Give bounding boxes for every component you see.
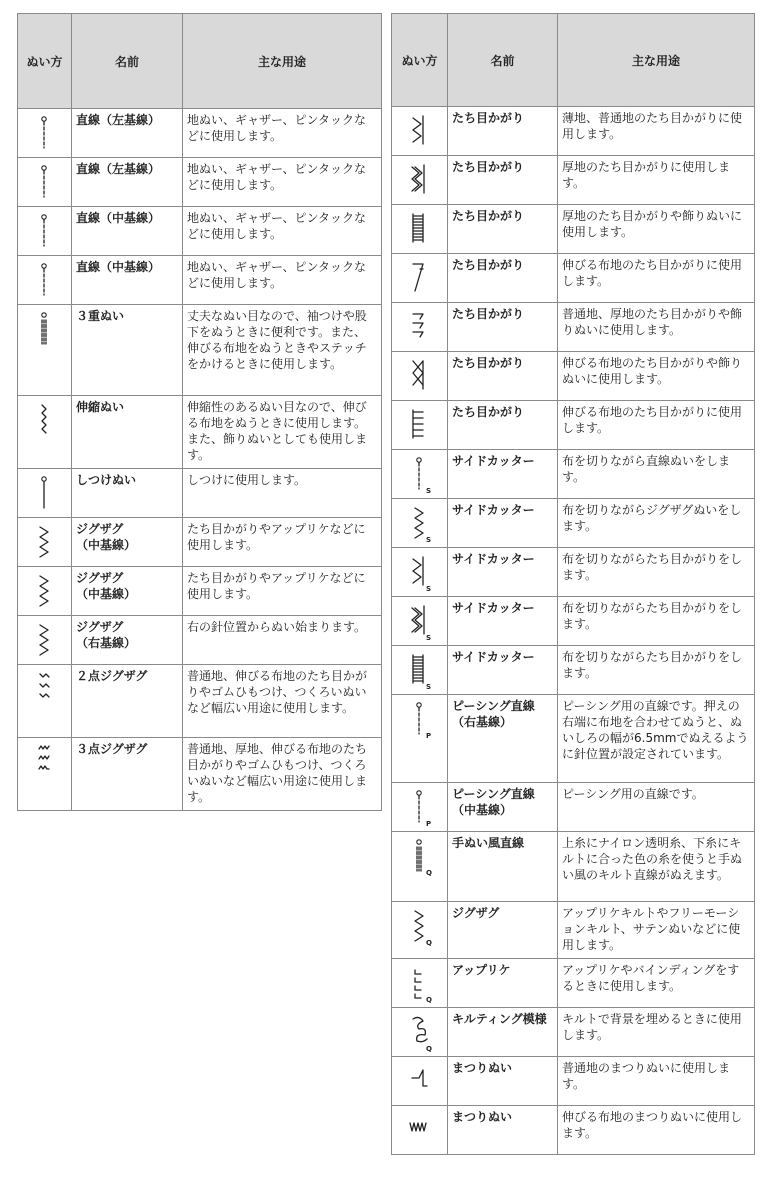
stitch-description: アップリケキルトやフリーモーションキルト、サテンぬいなどに使用します。 bbox=[558, 902, 755, 959]
svg-text:Q: Q bbox=[425, 1045, 432, 1053]
two-step-zigzag-icon bbox=[32, 668, 58, 710]
svg-text:S: S bbox=[425, 487, 431, 495]
stitch-description: 伸縮性のあるぬい目なので、伸びる布地をぬうときに使用します。また、飾りぬいとしても使用します。 bbox=[183, 396, 382, 469]
table-row bbox=[18, 469, 382, 518]
svg-text:Q: Q bbox=[425, 939, 432, 947]
table-row bbox=[18, 738, 382, 811]
blind-hem-stretch-icon bbox=[407, 1109, 433, 1151]
stitch-description: 布を切りながらたち目かがりをします。 bbox=[558, 646, 755, 695]
applique-stitch-icon bbox=[407, 962, 433, 1004]
stitch-description: 伸びる布地のまつりぬいに使用します。 bbox=[558, 1106, 755, 1155]
stitch-description: ピーシング用の直線です。押えの右端に布地を合わせてぬうと、ぬいしろの幅が6.5mmでぬえるように針位置が設定されています。 bbox=[558, 695, 755, 783]
stitch-cell bbox=[392, 450, 448, 499]
table-row bbox=[392, 832, 755, 902]
stitch-cell bbox=[392, 695, 448, 783]
table-row bbox=[18, 665, 382, 738]
stitch-name: キルティング模様 bbox=[448, 1008, 558, 1057]
stitch-description: しつけに使用します。 bbox=[183, 469, 382, 518]
stitch-table-right bbox=[391, 13, 755, 1155]
stitch-description: キルトで背景を埋めるときに使用します。 bbox=[558, 1008, 755, 1057]
stitch-description: 地ぬい、ギャザー、ピンタックなどに使用します。 bbox=[183, 207, 382, 256]
stitch-cell bbox=[392, 107, 448, 156]
table-row bbox=[392, 597, 755, 646]
svg-text:Q: Q bbox=[425, 996, 432, 1004]
stitch-cell bbox=[18, 665, 72, 738]
stretch-stitch-icon bbox=[32, 399, 58, 441]
quilt-stitch-icon bbox=[407, 835, 433, 877]
stitch-cell bbox=[392, 1106, 448, 1155]
stitch-cell bbox=[18, 109, 72, 158]
stitch-cell bbox=[18, 158, 72, 207]
stitch-cell bbox=[392, 597, 448, 646]
table-row bbox=[392, 156, 755, 205]
table-row bbox=[18, 567, 382, 616]
straight-center-stitch-icon bbox=[32, 259, 58, 301]
table-row bbox=[18, 207, 382, 256]
table-row bbox=[392, 959, 755, 1008]
overcast-stitch-icon bbox=[407, 355, 433, 397]
stitch-description: 地ぬい、ギャザー、ピンタックなどに使用します。 bbox=[183, 256, 382, 305]
stitch-cell bbox=[392, 959, 448, 1008]
stitch-cell bbox=[392, 352, 448, 401]
stitch-cell bbox=[392, 499, 448, 548]
three-step-zigzag-icon bbox=[32, 741, 58, 783]
piecing-stitch-icon bbox=[407, 698, 433, 740]
stitch-name: 直線（中基線） bbox=[72, 256, 183, 305]
side-cutter-stitch-icon bbox=[407, 600, 433, 642]
header-name: 名前 bbox=[72, 14, 183, 109]
stitch-cell bbox=[392, 303, 448, 352]
table-row bbox=[392, 902, 755, 959]
blind-hem-stitch-icon bbox=[407, 1060, 433, 1102]
table-row bbox=[18, 305, 382, 396]
stitch-cell bbox=[18, 256, 72, 305]
stitch-cell bbox=[392, 401, 448, 450]
stitch-cell bbox=[18, 616, 72, 665]
stitch-description: 厚地のたち目かがりに使用します。 bbox=[558, 156, 755, 205]
table-row bbox=[392, 646, 755, 695]
stitch-description: 上糸にナイロン透明糸、下糸にキルトに合った色の糸を使うと手ぬい風のキルト直線がぬえます。 bbox=[558, 832, 755, 902]
svg-text:P: P bbox=[425, 820, 431, 828]
straight-left-stitch-icon bbox=[32, 161, 58, 203]
stitch-cell bbox=[392, 902, 448, 959]
straight-center-stitch-icon bbox=[32, 210, 58, 252]
stitch-cell bbox=[392, 1008, 448, 1057]
stitch-description: たち目かがりやアップリケなどに使用します。 bbox=[183, 567, 382, 616]
stitch-name: ピーシング直線 （中基線） bbox=[448, 783, 558, 832]
stitch-name: ジグザグ （右基線） bbox=[72, 616, 183, 665]
header-stitch: ぬい方 bbox=[18, 14, 72, 109]
stitch-description: 普通地、厚地のたち目かがりや飾りぬいに使用します。 bbox=[558, 303, 755, 352]
stitch-name: サイドカッター bbox=[448, 499, 558, 548]
stitch-name: サイドカッター bbox=[448, 548, 558, 597]
stitch-name: 手ぬい風直線 bbox=[448, 832, 558, 902]
svg-text:S: S bbox=[425, 634, 431, 642]
table-row bbox=[392, 450, 755, 499]
svg-text:S: S bbox=[425, 683, 431, 691]
stitch-cell bbox=[392, 646, 448, 695]
stitch-name: サイドカッター bbox=[448, 450, 558, 499]
table-row bbox=[392, 107, 755, 156]
stitch-cell bbox=[18, 396, 72, 469]
stitch-description: 伸びる布地のたち目かがりに使用します。 bbox=[558, 401, 755, 450]
stitch-name: 伸縮ぬい bbox=[72, 396, 183, 469]
stitch-cell bbox=[392, 156, 448, 205]
table-row bbox=[392, 254, 755, 303]
table-row bbox=[18, 396, 382, 469]
stitch-description: 伸びる布地のたち目かがりや飾りぬいに使用します。 bbox=[558, 352, 755, 401]
stitch-name: たち目かがり bbox=[448, 401, 558, 450]
piecing-stitch-icon bbox=[407, 786, 433, 828]
stitch-description: 地ぬい、ギャザー、ピンタックなどに使用します。 bbox=[183, 158, 382, 207]
svg-text:S: S bbox=[425, 536, 431, 544]
table-row bbox=[392, 1057, 755, 1106]
straight-left-stitch-icon bbox=[32, 112, 58, 154]
stitch-name: たち目かがり bbox=[448, 254, 558, 303]
table-row bbox=[392, 401, 755, 450]
overcast-stitch-icon bbox=[407, 306, 433, 348]
triple-stitch-icon bbox=[32, 308, 58, 350]
overcast-stitch-icon bbox=[407, 110, 433, 152]
stitch-cell bbox=[18, 567, 72, 616]
stitch-description: 布を切りながらたち目かがりをします。 bbox=[558, 548, 755, 597]
basting-stitch-icon bbox=[32, 472, 58, 514]
stitch-cell bbox=[392, 205, 448, 254]
header-name: 名前 bbox=[448, 14, 558, 107]
stitch-description: アップリケやバインディングをするときに使用します。 bbox=[558, 959, 755, 1008]
stitch-description: 地ぬい、ギャザー、ピンタックなどに使用します。 bbox=[183, 109, 382, 158]
table-row bbox=[392, 548, 755, 597]
stitch-name: ピーシング直線 （右基線） bbox=[448, 695, 558, 783]
zigzag-stitch-icon bbox=[32, 521, 58, 563]
stitch-description: 薄地、普通地のたち目かがりに使用します。 bbox=[558, 107, 755, 156]
stitch-name: 直線（中基線） bbox=[72, 207, 183, 256]
stitch-name: しつけぬい bbox=[72, 469, 183, 518]
table-row bbox=[392, 499, 755, 548]
overcast-stitch-icon bbox=[407, 159, 433, 201]
stitch-cell bbox=[18, 305, 72, 396]
side-cutter-stitch-icon bbox=[407, 649, 433, 691]
stitch-name: たち目かがり bbox=[448, 107, 558, 156]
stitch-name: たち目かがり bbox=[448, 156, 558, 205]
stitch-cell bbox=[392, 783, 448, 832]
stitch-description: 厚地のたち目かがりや飾りぬいに使用します。 bbox=[558, 205, 755, 254]
stitch-table-left bbox=[17, 13, 382, 811]
zigzag-stitch-icon bbox=[32, 570, 58, 612]
stitch-name: アップリケ bbox=[448, 959, 558, 1008]
header-stitch: ぬい方 bbox=[392, 14, 448, 107]
stitch-cell bbox=[392, 548, 448, 597]
table-row bbox=[392, 352, 755, 401]
table-row bbox=[18, 109, 382, 158]
table-row bbox=[18, 616, 382, 665]
overcast-stitch-icon bbox=[407, 208, 433, 250]
table-row bbox=[392, 205, 755, 254]
stitch-name: サイドカッター bbox=[448, 597, 558, 646]
stitch-cell bbox=[392, 832, 448, 902]
stitch-name: 直線（左基線） bbox=[72, 109, 183, 158]
header-use: 主な用途 bbox=[558, 14, 755, 107]
table-row bbox=[392, 1008, 755, 1057]
table-row bbox=[18, 256, 382, 305]
stitch-description: 右の針位置からぬい始まります。 bbox=[183, 616, 382, 665]
stitch-description: 普通地のまつりぬいに使用します。 bbox=[558, 1057, 755, 1106]
overcast-stitch-icon bbox=[407, 257, 433, 299]
stitch-name: まつりぬい bbox=[448, 1057, 558, 1106]
stitch-name: サイドカッター bbox=[448, 646, 558, 695]
overcast-stitch-icon bbox=[407, 404, 433, 446]
stitch-name: たち目かがり bbox=[448, 205, 558, 254]
stitch-description: 布を切りながらジグザグぬいをします。 bbox=[558, 499, 755, 548]
table-row bbox=[18, 158, 382, 207]
stitch-name: ２点ジグザグ bbox=[72, 665, 183, 738]
stipple-stitch-icon bbox=[407, 1011, 433, 1053]
quilt-zigzag-icon bbox=[407, 905, 433, 947]
header-use: 主な用途 bbox=[183, 14, 382, 109]
stitch-name: ジグザグ bbox=[448, 902, 558, 959]
stitch-name: たち目かがり bbox=[448, 352, 558, 401]
table-row bbox=[392, 783, 755, 832]
stitch-cell bbox=[392, 254, 448, 303]
table-row bbox=[392, 303, 755, 352]
stitch-cell bbox=[18, 469, 72, 518]
table-row bbox=[18, 518, 382, 567]
svg-text:S: S bbox=[425, 585, 431, 593]
stitch-description: 普通地、厚地、伸びる布地のたち目かがりやゴムひもつけ、つくろいぬいなど幅広い用途に使用します。 bbox=[183, 738, 382, 811]
side-cutter-stitch-icon bbox=[407, 551, 433, 593]
stitch-description: 伸びる布地のたち目かがりに使用します。 bbox=[558, 254, 755, 303]
stitch-name: まつりぬい bbox=[448, 1106, 558, 1155]
stitch-description: 丈夫なぬい目なので、袖つけや股下をぬうときに便利です。また、伸びる布地をぬうときやステッチをかけるときに使用します。 bbox=[183, 305, 382, 396]
table-row bbox=[392, 695, 755, 783]
stitch-description: たち目かがりやアップリケなどに使用します。 bbox=[183, 518, 382, 567]
table-row bbox=[392, 1106, 755, 1155]
stitch-cell bbox=[392, 1057, 448, 1106]
stitch-name: ジグザグ （中基線） bbox=[72, 567, 183, 616]
svg-text:Q: Q bbox=[425, 869, 432, 877]
stitch-cell bbox=[18, 738, 72, 811]
zigzag-right-stitch-icon bbox=[32, 619, 58, 661]
stitch-name: ３重ぬい bbox=[72, 305, 183, 396]
stitch-name: たち目かがり bbox=[448, 303, 558, 352]
stitch-description: 布を切りながら直線ぬいをします。 bbox=[558, 450, 755, 499]
stitch-cell bbox=[18, 518, 72, 567]
stitch-description: 布を切りながらたち目かがりをします。 bbox=[558, 597, 755, 646]
stitch-description: ピーシング用の直線です。 bbox=[558, 783, 755, 832]
side-cutter-stitch-icon bbox=[407, 502, 433, 544]
side-cutter-stitch-icon bbox=[407, 453, 433, 495]
stitch-name: 直線（左基線） bbox=[72, 158, 183, 207]
stitch-name: ３点ジグザグ bbox=[72, 738, 183, 811]
stitch-cell bbox=[18, 207, 72, 256]
stitch-name: ジグザグ （中基線） bbox=[72, 518, 183, 567]
stitch-description: 普通地、伸びる布地のたち目かがりやゴムひもつけ、つくろいぬいなど幅広い用途に使用します。 bbox=[183, 665, 382, 738]
svg-text:P: P bbox=[425, 732, 431, 740]
